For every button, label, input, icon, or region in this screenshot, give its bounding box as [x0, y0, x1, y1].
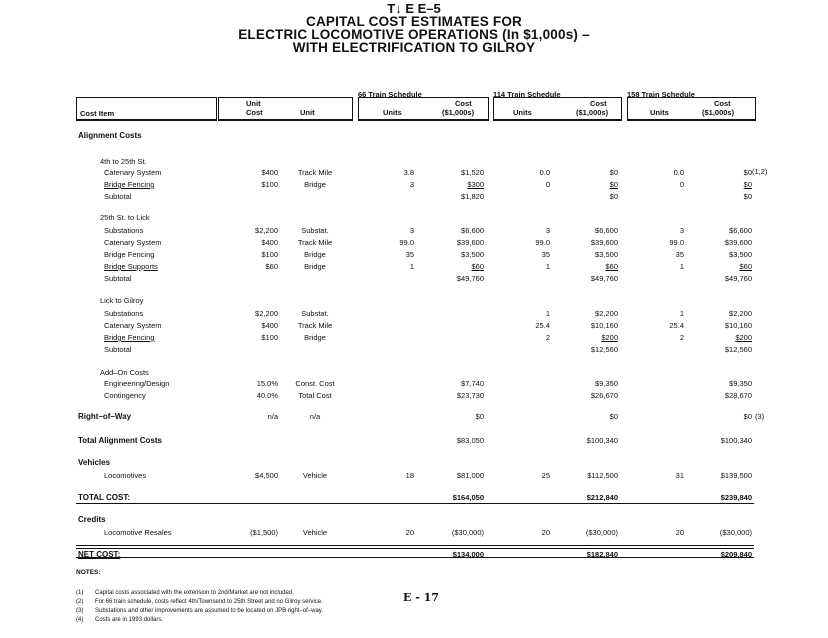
cell-label: Catenary System — [104, 168, 162, 177]
cell-u3: 2 — [679, 333, 684, 342]
cell-unit-cost: $100 — [261, 250, 278, 259]
cell-u2: 3 — [545, 226, 550, 235]
cell-unit: Const. Cost — [295, 379, 335, 388]
cell-c3: $100,340 — [720, 436, 752, 445]
cell-label: Contingency — [104, 391, 146, 400]
cell-c1: $23,730 — [456, 391, 484, 400]
header-cost-unit-114: ($1,000s) — [576, 108, 609, 117]
header-units-66: Units — [383, 108, 402, 117]
table-row — [0, 250, 828, 260]
cell-u2: 0 — [545, 180, 550, 189]
cell-unit: Bridge — [304, 250, 326, 259]
table-row — [0, 274, 828, 284]
cell-unit-cost: $4,500 — [255, 471, 278, 480]
cell-u1: 18 — [405, 471, 414, 480]
cell-c2: $26,670 — [590, 391, 618, 400]
cell-u2: 25.4 — [535, 321, 550, 330]
note-text: Costs are in 1993 dollars. — [95, 617, 164, 623]
table-row — [0, 345, 828, 355]
cell-label: Catenary System — [104, 321, 162, 330]
table-row — [0, 321, 828, 331]
cell-c1: $49,760 — [456, 274, 484, 283]
schedule-label-66: 66 Train Schedule — [358, 90, 422, 99]
cell-unit: Vehicle — [302, 471, 328, 480]
cell-c2: $3,500 — [595, 250, 618, 259]
cell-u3: 1 — [679, 309, 684, 318]
cell-unit: Track Mile — [297, 168, 333, 177]
header-cost-item: Cost Item — [80, 109, 115, 118]
cell-u3: 31 — [675, 471, 684, 480]
cell-u3: 3 — [679, 226, 684, 235]
cell-c1: $7,740 — [461, 379, 484, 388]
header-cost-unit-158: ($1,000s) — [702, 108, 735, 117]
cell-unit: n/a — [309, 412, 321, 421]
header-unit-cost-top: Unit — [246, 99, 261, 108]
cell-label: Bridge Fencing — [104, 250, 155, 259]
cell-u2: 99.0 — [535, 238, 550, 247]
table-row — [0, 192, 828, 202]
table-row — [0, 262, 828, 272]
header-cost-66: Cost — [455, 99, 472, 108]
table-row — [0, 296, 828, 306]
cell-c2: $0 — [609, 180, 618, 189]
cell-c3: $6,600 — [729, 226, 752, 235]
cell-c1: $60 — [471, 262, 484, 271]
cell-u1: 1 — [409, 262, 414, 271]
cell-c1: $6,600 — [461, 226, 484, 235]
cell-unit-cost: n/a — [267, 412, 278, 421]
cell-c3: $60 — [739, 262, 752, 271]
cell-unit-cost: $100 — [261, 180, 278, 189]
table-row — [0, 436, 828, 446]
cell-c2: $6,600 — [595, 226, 618, 235]
cell-c2: ($30,000) — [585, 528, 618, 537]
table-row — [0, 391, 828, 401]
cell-c2: $212,840 — [586, 493, 618, 502]
cell-u3: 25.4 — [669, 321, 684, 330]
cell-label: Catenary System — [104, 238, 162, 247]
cell-u2: 25 — [541, 471, 550, 480]
cell-c2: $2,200 — [595, 309, 618, 318]
cell-unit-cost: 40.0% — [256, 391, 278, 400]
note-number: (1) — [76, 590, 84, 596]
cell-u1: 99.0 — [399, 238, 414, 247]
cell-u3: 0 — [679, 180, 684, 189]
cell-c2: $100,340 — [586, 436, 618, 445]
table-row — [0, 458, 828, 468]
table-row — [0, 157, 828, 167]
table-row — [0, 180, 828, 190]
cell-c3: $49,760 — [724, 274, 752, 283]
cell-c1: $81,000 — [456, 471, 484, 480]
header-box-unit — [218, 97, 353, 121]
cell-label: Bridge Fencing — [104, 180, 155, 189]
cell-c3: $200 — [735, 333, 752, 342]
cell-label: Subtotal — [104, 274, 132, 283]
cell-c2: $60 — [605, 262, 618, 271]
cell-unit: Bridge — [304, 180, 326, 189]
cell-c3: $139,500 — [720, 471, 752, 480]
table-row — [0, 550, 828, 560]
cell-u3: 99.0 — [669, 238, 684, 247]
cell-c2: $112,500 — [587, 471, 618, 480]
cell-c2: $10,160 — [590, 321, 618, 330]
note-number: (3) — [76, 608, 84, 614]
header-box-158 — [627, 97, 756, 121]
table-row — [0, 168, 828, 178]
title-line-2: CAPITAL COST ESTIMATES FOR — [306, 14, 522, 29]
cell-c1: $0 — [475, 412, 484, 421]
cell-c1: $3,500 — [461, 250, 484, 259]
cell-unit-cost: $2,200 — [255, 309, 278, 318]
cell-label: Substations — [104, 226, 144, 235]
header-unit-cost-bottom: Cost — [246, 108, 263, 117]
header-cost-158: Cost — [714, 99, 731, 108]
cell-unit: Total Cost — [298, 391, 332, 400]
cell-c1: $39,600 — [456, 238, 484, 247]
cell-label: Locomotives — [104, 471, 147, 480]
note-text: For 66 train schedule, costs reflect 4th/Townsend to 25th Street and no Gilroy service. — [95, 599, 323, 605]
cell-c3: $28,670 — [724, 391, 752, 400]
cell-label: Subtotal — [104, 192, 132, 201]
table-row — [0, 131, 828, 141]
cell-unit-cost: $400 — [261, 168, 278, 177]
cell-c2: $9,350 — [595, 379, 618, 388]
cell-c1: $1,820 — [461, 192, 484, 201]
table-row — [0, 493, 828, 503]
table-row — [0, 471, 828, 481]
cell-u2: 35 — [541, 250, 550, 259]
schedule-label-158: 158 Train Schedule — [627, 90, 695, 99]
cell-c3: $0 — [743, 412, 752, 421]
cell-c1: $83,050 — [456, 436, 484, 445]
notes-heading: NOTES: — [76, 569, 101, 576]
note-text: Capital costs associated with the extension to 2nd/Market are not included. — [95, 590, 294, 596]
cell-unit: Bridge — [304, 262, 326, 271]
cell-unit-cost: $60 — [265, 262, 278, 271]
cell-unit-cost: ($1,500) — [250, 528, 278, 537]
cell-c3: $2,200 — [729, 309, 752, 318]
cell-u1: 35 — [405, 250, 414, 259]
header-cost-unit-66: ($1,000s) — [442, 108, 475, 117]
cell-label: 4th to 25th St. — [100, 157, 147, 166]
note-number: (2) — [76, 599, 84, 605]
cell-unit-cost: $400 — [261, 238, 278, 247]
header-cost-114: Cost — [590, 99, 607, 108]
cell-u2: 0.0 — [539, 168, 550, 177]
cell-c2: $200 — [601, 333, 618, 342]
cell-u1: 20 — [405, 528, 414, 537]
cell-c2: $0 — [609, 168, 618, 177]
table-row — [0, 515, 828, 525]
cell-c3: $0 — [743, 192, 752, 201]
cell-unit-cost: 15.0% — [256, 379, 278, 388]
header-units-158: Units — [650, 108, 669, 117]
cell-c2: $49,760 — [590, 274, 618, 283]
net-rule-top — [76, 545, 754, 549]
cell-label: Alignment Costs — [78, 131, 142, 140]
cell-u1: 3 — [409, 180, 414, 189]
cell-label: Bridge Supports — [104, 262, 158, 271]
cell-c3: $10,160 — [724, 321, 752, 330]
cell-c3: $209,840 — [720, 550, 752, 559]
cell-c2: $182,840 — [586, 550, 618, 559]
cell-label: 25th St. to Lick — [100, 213, 150, 222]
cell-label: Vehicles — [78, 458, 111, 467]
cell-unit: Track Mile — [297, 321, 333, 330]
cell-u2: 1 — [545, 262, 550, 271]
cell-c2: $0 — [609, 192, 618, 201]
table-row — [0, 238, 828, 248]
cell-label: Right–of–Way — [78, 412, 132, 421]
title-line-1: T↓ E E–5 — [387, 1, 441, 16]
header-unit: Unit — [300, 108, 315, 117]
cell-label: Credits — [78, 515, 106, 524]
cell-label: Add–On Costs — [100, 368, 149, 377]
cell-c1: $134,000 — [452, 550, 484, 559]
cell-c1: ($30,000) — [451, 528, 484, 537]
cell-unit: Bridge — [304, 333, 326, 342]
table-row — [0, 333, 828, 343]
cell-label: Total Alignment Costs — [78, 436, 162, 445]
table-row — [0, 528, 828, 538]
cell-note-ref: (3) — [755, 412, 765, 421]
header-units-114: Units — [513, 108, 532, 117]
cell-label: Lick to Gilroy — [100, 296, 144, 305]
net-rule-bottom — [76, 557, 754, 558]
cell-c3: $0 — [743, 180, 752, 189]
cell-label: Substations — [104, 309, 144, 318]
cell-u2: 1 — [545, 309, 550, 318]
cell-c3: $9,350 — [729, 379, 752, 388]
table-row — [0, 412, 828, 422]
cell-unit: Substat. — [301, 309, 329, 318]
cell-unit-cost: $2,200 — [255, 226, 278, 235]
table-row — [0, 226, 828, 236]
cell-c3: $39,600 — [724, 238, 752, 247]
cell-c2: $12,560 — [590, 345, 618, 354]
cell-u3: 0.0 — [673, 168, 684, 177]
table-row — [0, 213, 828, 223]
cell-label: Locomotive Resales — [104, 528, 172, 537]
cell-c1: $164,050 — [452, 493, 484, 502]
title-line-3: ELECTRIC LOCOMOTIVE OPERATIONS (In $1,000s) – — [238, 27, 590, 42]
schedule-label-114: 114 Train Schedule — [493, 90, 561, 99]
cell-u2: 2 — [545, 333, 550, 342]
cell-u3: 20 — [675, 528, 684, 537]
cell-u3: 1 — [679, 262, 684, 271]
cell-c3: $12,560 — [724, 345, 752, 354]
cell-note-ref: (1,2) — [752, 167, 768, 176]
cell-u1: 3 — [409, 226, 414, 235]
note-number: (4) — [76, 617, 84, 623]
cell-c2: $39,600 — [590, 238, 618, 247]
cell-c2: $0 — [609, 412, 618, 421]
table-row — [0, 379, 828, 389]
total-rule — [76, 503, 754, 504]
cell-label: Bridge Fencing — [104, 333, 155, 342]
cell-u3: 35 — [675, 250, 684, 259]
cell-u2: 20 — [541, 528, 550, 537]
page-number: E - 17 — [403, 591, 439, 604]
table-title — [0, 2, 828, 54]
title-line-4: WITH ELECTRIFICATION TO GILROY — [292, 40, 536, 55]
cell-c3: $3,500 — [729, 250, 752, 259]
cell-unit-cost: $400 — [261, 321, 278, 330]
cell-c1: $300 — [467, 180, 484, 189]
cell-unit: Track Mile — [297, 238, 333, 247]
cell-unit-cost: $100 — [261, 333, 278, 342]
cell-label: Engineering/Design — [104, 379, 170, 388]
cell-u1: 3.8 — [403, 168, 414, 177]
cell-unit: Substat. — [301, 226, 329, 235]
table-row — [0, 368, 828, 378]
cell-c3: $0 — [743, 168, 752, 177]
cell-label: TOTAL COST: — [78, 493, 130, 502]
cell-c3: $239,840 — [720, 493, 752, 502]
cell-unit: Vehicle — [302, 528, 328, 537]
cell-c3: ($30,000) — [719, 528, 752, 537]
table-row — [0, 309, 828, 319]
cell-c1: $1,520 — [461, 168, 484, 177]
note-text: Substations and other improvements are assumed to be located on JPB right–of–way. — [95, 608, 324, 614]
cell-label: Subtotal — [104, 345, 132, 354]
cell-label: NET COST: — [78, 550, 121, 559]
